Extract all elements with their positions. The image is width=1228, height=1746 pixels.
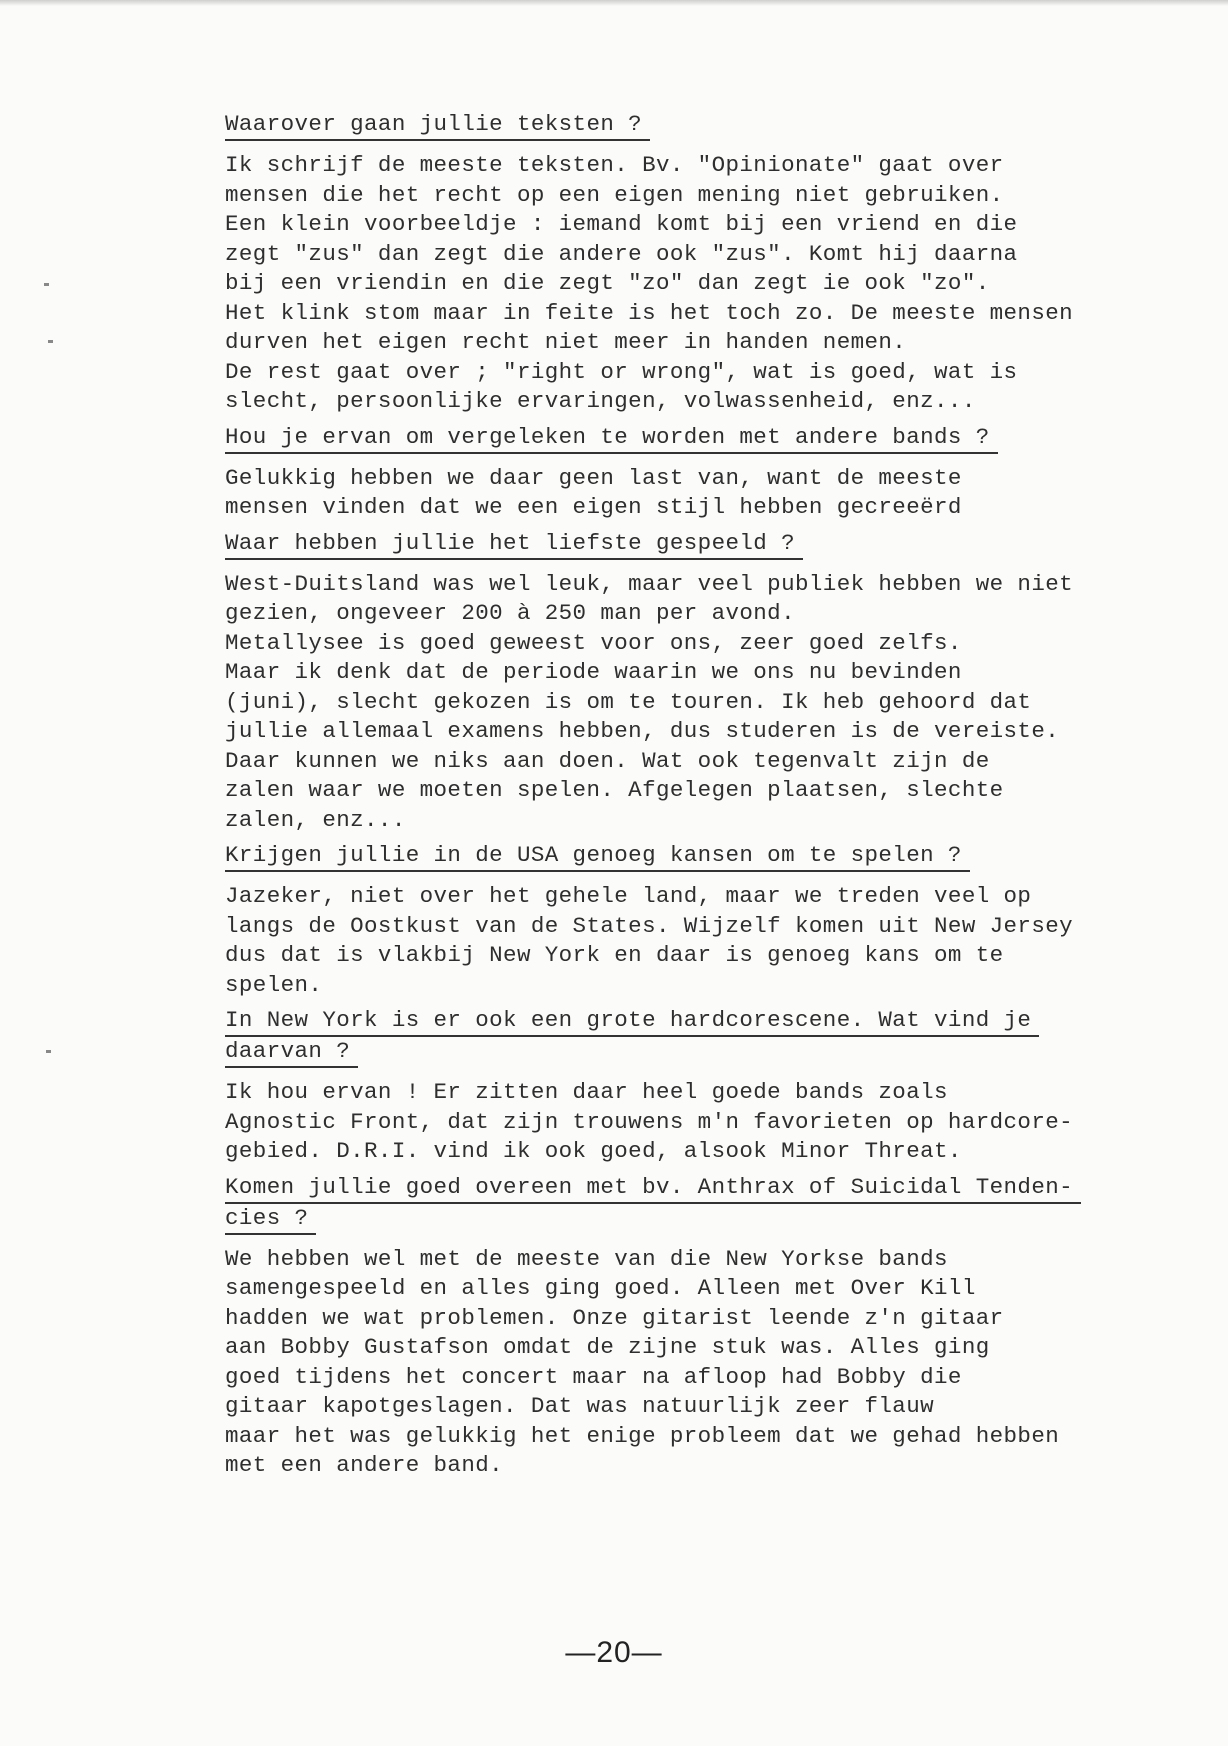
- answer-line: Het klink stom maar in feite is het toch zo. De meeste mensen: [225, 299, 1074, 326]
- question-heading-cont: daarvan ?: [225, 1037, 358, 1068]
- answer-line: zalen, enz...: [225, 806, 406, 833]
- answer-line: samengespeeld en alles ging goed. Alleen met Over Kill: [225, 1275, 976, 1301]
- margin-speck: [44, 283, 49, 286]
- answer-line: jullie allemaal examens hebben, dus studeren is de vereiste.: [225, 718, 1060, 744]
- answer-line: De rest gaat over ; "right or wrong", wat is goed, wat is: [225, 358, 1018, 385]
- answer-line: gitaar kapotgeslagen. Dat was natuurlijk zeer flauw: [225, 1393, 935, 1419]
- answer-line: bij een vriendin en die zegt "zo" dan zegt ie ook "zo".: [225, 270, 990, 296]
- answer-line: Een klein voorbeeldje : iemand komt bij een vriend en die: [225, 211, 1018, 237]
- answer-line: met een andere band.: [225, 1452, 504, 1478]
- page-number: —20—: [565, 1636, 663, 1669]
- answer-line: spelen.: [225, 971, 323, 998]
- answer-line: mensen die het recht op een eigen mening niet gebruiken.: [225, 181, 1004, 208]
- answer-line: durven het eigen recht niet meer in handen nemen.: [225, 329, 907, 355]
- answer-line: hadden we wat problemen. Onze gitarist leende z'n gitaar: [225, 1304, 1004, 1331]
- answer-line: maar het was gelukkig het enige probleem dat we gehad hebben: [225, 1422, 1060, 1449]
- answer-line: Maar ik denk dat de periode waarin we ons nu bevinden: [225, 659, 962, 685]
- answer-line: mensen vinden dat we een eigen stijl hebben gecreeërd: [225, 494, 962, 520]
- answer-line: Agnostic Front, dat zijn trouwens m'n favorieten op hardcore-: [225, 1108, 1074, 1135]
- answer-line: aan Bobby Gustafson omdat de zijne stuk was. Alles ging: [225, 1334, 990, 1360]
- question-heading: Krijgen jullie in de USA genoeg kansen om te spelen ?: [225, 841, 970, 872]
- answer-line: Jazeker, niet over het gehele land, maar we treden veel op: [225, 883, 1032, 909]
- answer-line: Daar kunnen we niks aan doen. Wat ook tegenvalt zijn de: [225, 747, 990, 774]
- margin-speck: [46, 1050, 51, 1053]
- answer-line: gebied. D.R.I. vind ik ook goed, alsook Minor Threat.: [225, 1138, 962, 1164]
- answer-line: Metallysee is goed geweest voor ons, zeer goed zelfs.: [225, 629, 962, 656]
- section-3: [225, 529, 1185, 560]
- question-heading-cont: cies ?: [225, 1204, 316, 1235]
- section-4: [225, 841, 1185, 872]
- question-heading: Hou je ervan om vergeleken te worden met andere bands ?: [225, 423, 998, 454]
- question-heading: Komen jullie goed overeen met bv. Anthrax of Suicidal Tenden-: [225, 1173, 1081, 1204]
- scan-top-edge: [0, 0, 1228, 6]
- answer-line: Ik hou ervan ! Er zitten daar heel goede bands zoals: [225, 1079, 948, 1105]
- interview-text: [225, 110, 1185, 1487]
- section-1: [225, 110, 1185, 141]
- answer-line: zalen waar we moeten spelen. Afgelegen plaatsen, slechte: [225, 777, 1004, 803]
- answer-paragraph: [225, 570, 1185, 836]
- answer-paragraph: [225, 464, 1185, 523]
- answer-line: West-Duitsland was wel leuk, maar veel publiek hebben we niet: [225, 570, 1074, 597]
- section-6: [225, 1173, 1185, 1235]
- question-heading: Waarover gaan jullie teksten ?: [225, 110, 650, 141]
- answer-line: zegt "zus" dan zegt die andere ook "zus". Komt hij daarna: [225, 240, 1018, 267]
- answer-line: Ik schrijf de meeste teksten. Bv. "Opinionate" gaat over: [225, 152, 1004, 178]
- section-5: [225, 1006, 1185, 1068]
- answer-paragraph: [225, 151, 1185, 417]
- question-heading: In New York is er ook een grote hardcorescene. Wat vind je: [225, 1006, 1039, 1037]
- margin-speck: [48, 340, 53, 343]
- answer-line: Gelukkig hebben we daar geen last van, want de meeste: [225, 464, 962, 491]
- answer-paragraph: [225, 1078, 1185, 1167]
- answer-line: We hebben wel met de meeste van die New Yorkse bands: [225, 1245, 948, 1272]
- answer-line: langs de Oostkust van de States. Wijzelf komen uit New Jersey: [225, 912, 1074, 939]
- answer-line: dus dat is vlakbij New York en daar is genoeg kans om te: [225, 942, 1004, 968]
- section-2: [225, 423, 1185, 454]
- answer-line: gezien, ongeveer 200 à 250 man per avond.: [225, 600, 795, 626]
- answer-line: slecht, persoonlijke ervaringen, volwassenheid, enz...: [225, 388, 976, 414]
- question-heading: Waar hebben jullie het liefste gespeeld ?: [225, 529, 803, 560]
- answer-paragraph: [225, 882, 1185, 1000]
- answer-line: (juni), slecht gekozen is om te touren. Ik heb gehoord dat: [225, 688, 1032, 715]
- answer-paragraph: [225, 1245, 1185, 1481]
- answer-line: goed tijdens het concert maar na afloop had Bobby die: [225, 1363, 962, 1390]
